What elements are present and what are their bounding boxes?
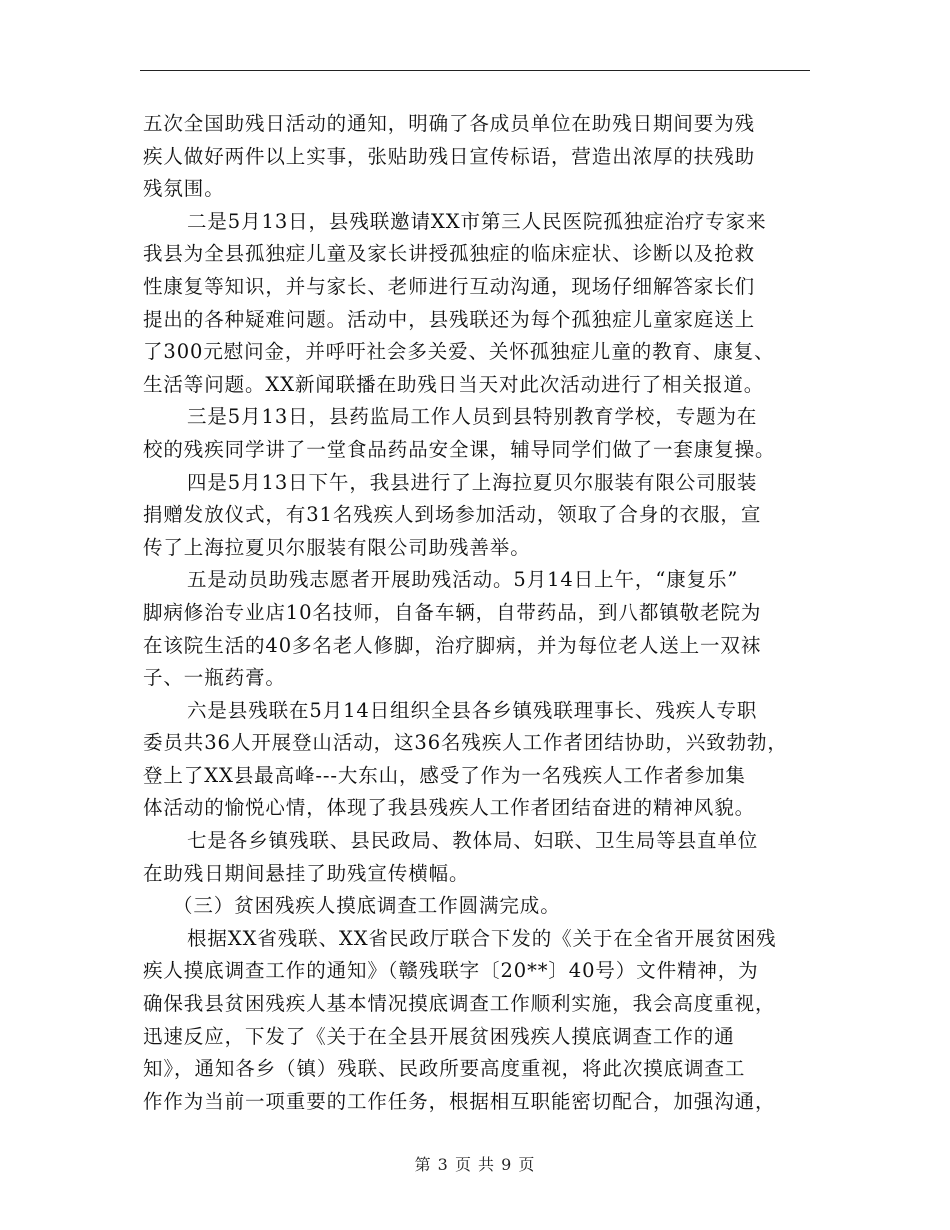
text-line: 知》，通知各乡（镇）残联、民政所要高度重视，将此次摸底调查工 xyxy=(143,1057,746,1081)
text-line: 捐赠发放仪式，有31名残疾人到场参加活动，领取了合身的衣服，宣 xyxy=(143,503,762,527)
text-line: 根据XX省残联、XX省民政厅联合下发的《关于在全省开展贫困残 xyxy=(187,926,777,950)
text-line: 子、一瓶药膏。 xyxy=(143,666,286,690)
text-line: 我县为全县孤独症儿童及家长讲授孤独症的临床症状、诊断以及抢救 xyxy=(143,242,756,266)
text-line: 在助残日期间悬挂了助残宣传横幅。 xyxy=(143,861,470,885)
text-line: （三）贫困残疾人摸底调查工作圆满完成。 xyxy=(173,894,561,918)
page-footer xyxy=(0,1152,950,1175)
body-text xyxy=(143,108,813,1118)
text-line: 残氛围。 xyxy=(143,177,225,201)
text-line: 作作为当前一项重要的工作任务，根据相互职能密切配合，加强沟通， xyxy=(143,1089,776,1113)
text-line: 五是动员助残志愿者开展助残活动。5月14日上午，“康复乐” xyxy=(187,568,739,592)
text-line: 四是5月13日下午，我县进行了上海拉夏贝尔服装有限公司服装 xyxy=(187,470,758,494)
text-line: 体活动的愉悦心情，体现了我县残疾人工作者团结奋进的精神风貌。 xyxy=(143,796,756,820)
text-line: 登上了XX县最高峰---大东山，感受了作为一名残疾人工作者参加集 xyxy=(143,763,746,787)
text-line: 脚病修治专业店10名技师，自备车辆，自带药品，到八都镇敬老院为 xyxy=(143,600,762,624)
text-line: 性康复等知识，并与家长、老师进行互动沟通，现场仔细解答家长们 xyxy=(143,274,756,298)
text-line: 在该院生活的40多名老人修脚，治疗脚病，并为每位老人送上一双袜 xyxy=(143,633,762,657)
text-line: 委员共36人开展登山活动，这36名残疾人工作者团结协助，兴致勃勃， xyxy=(143,731,788,755)
text-line: 疾人做好两件以上实事，张贴助残日宣传标语，营造出浓厚的扶残助 xyxy=(143,144,756,168)
text-line: 生活等问题。XX新闻联播在助残日当天对此次活动进行了相关报道。 xyxy=(143,372,765,396)
header-rule xyxy=(140,70,810,71)
text-line: 了300元慰问金，并呼吁社会多关爱、关怀孤独症儿童的教育、康复、 xyxy=(143,340,775,364)
text-line: 三是5月13日，县药监局工作人员到县特别教育学校，专题为在 xyxy=(187,405,758,429)
page-number-label: 第 3 页 共 9 页 xyxy=(414,1155,536,1174)
text-line: 七是各乡镇残联、县民政局、教体局、妇联、卫生局等县直单位 xyxy=(187,829,759,853)
text-line: 校的残疾同学讲了一堂食品药品安全课，辅导同学们做了一套康复操。 xyxy=(143,437,776,461)
text-line: 迅速反应，下发了《关于在全县开展贫困残疾人摸底调查工作的通 xyxy=(143,1024,735,1048)
text-line: 疾人摸底调查工作的通知》（赣残联字〔20**〕40号）文件精神，为 xyxy=(143,959,759,983)
text-line: 传了上海拉夏贝尔服装有限公司助残善举。 xyxy=(143,535,531,559)
text-line: 确保我县贫困残疾人基本情况摸底调查工作顺利实施，我会高度重视， xyxy=(143,992,776,1016)
text-line: 二是5月13日，县残联邀请XX市第三人民医院孤独症治疗专家来 xyxy=(187,209,767,233)
text-line: 五次全国助残日活动的通知，明确了各成员单位在助残日期间要为残 xyxy=(143,112,756,135)
text-line: 六是县残联在5月14日组织全县各乡镇残联理事长、残疾人专职 xyxy=(187,698,758,722)
text-line: 提出的各种疑难问题。活动中，县残联还为每个孤独症儿童家庭送上 xyxy=(143,307,756,331)
